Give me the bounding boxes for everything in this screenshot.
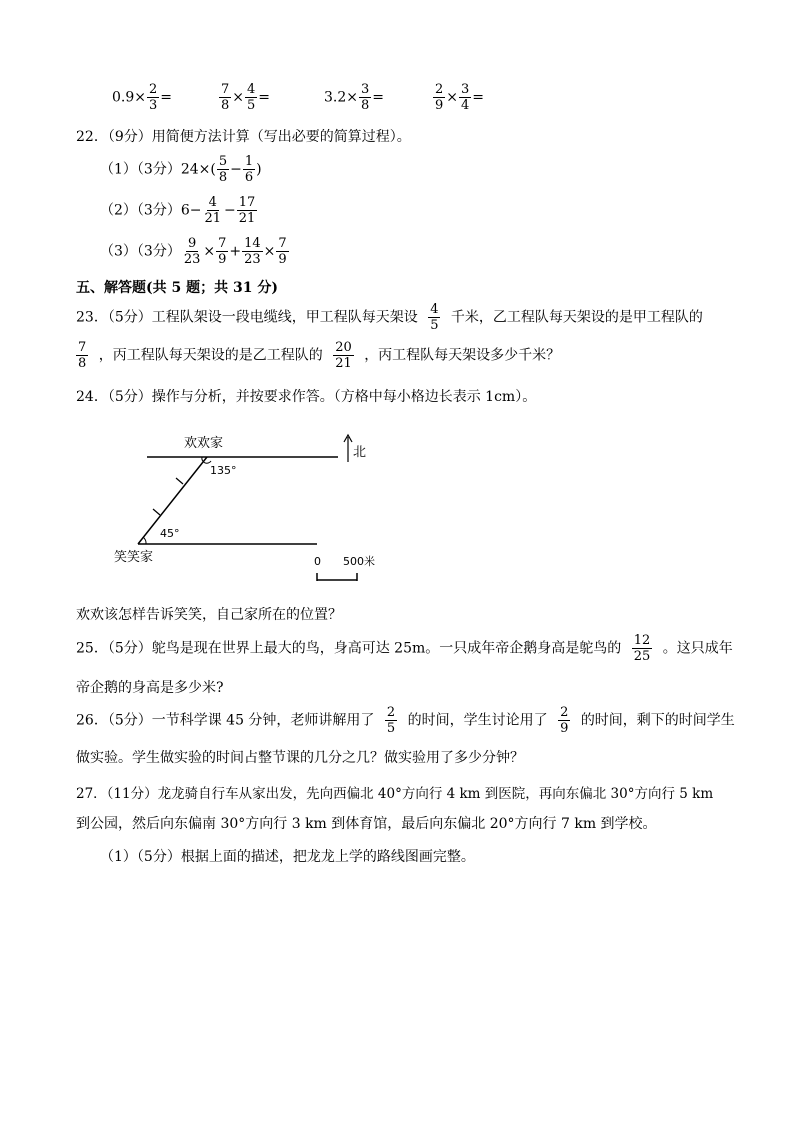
section-heading: 五、解答题(共 5 题；共 31 分) bbox=[76, 280, 278, 296]
fraction: $\frac{17}{21}$ bbox=[238, 195, 256, 226]
fraction: $\frac{7}{9}$ bbox=[278, 236, 287, 267]
fraction: $\frac{4}{5}$ bbox=[247, 82, 256, 113]
fraction: $\frac{2}{3}$ bbox=[149, 82, 158, 113]
fraction: $\frac{3}{4}$ bbox=[461, 82, 470, 113]
calc-item-1: 0.9× $\frac{2}{3}$ = bbox=[112, 82, 173, 113]
question-25-line-1: 25．（5分）鸵鸟是现在世界上最大的鸟，身高可达 25m。一只成年帝企鹅身高是鸵鸟的 $\frac{12}{25}$ 。这只成年 bbox=[76, 633, 733, 664]
question-27-line-2: 到公园，然后向东偏南 30°方向行 3 km 到体育馆，最后向东偏北 20°方向行 7 km 到学校。 bbox=[76, 816, 657, 832]
question-23-line-1: 23．（5分）工程队架设一段电缆线，甲工程队每天架设 $\frac{4}{5}$ 千米，乙工程队每天架设的是甲工程队的 bbox=[76, 302, 703, 333]
question-24-prompt: 欢欢该怎样告诉笑笑，自己家所在的位置？ bbox=[76, 607, 342, 623]
label-north: 北 bbox=[353, 445, 367, 460]
question-22-part-3: （3）（3分） $\frac{9}{23}$ × $\frac{7}{9}$ + $\frac{14}{23}$ × $\frac{7}{9}$ bbox=[100, 236, 287, 267]
tick-mark bbox=[176, 478, 183, 484]
fraction: $\frac{2}{9}$ bbox=[435, 82, 444, 113]
question-26-line-2: 做实验。学生做实验的时间占整节课的几分之几？做实验用了多少分钟？ bbox=[76, 750, 524, 766]
fraction: $\frac{20}{21}$ bbox=[335, 340, 352, 371]
calc-item-3: 3.2× $\frac{3}{8}$ = bbox=[324, 82, 385, 113]
label-huanhuan-home: 欢欢家 bbox=[184, 436, 224, 451]
fraction: $\frac{7}{8}$ bbox=[221, 82, 230, 113]
fraction: $\frac{12}{25}$ bbox=[633, 633, 651, 664]
question-27-line-1: 27．（11分）龙龙骑自行车从家出发，先向西偏北 40°方向行 4 km 到医院，再向东偏北 30°方向行 5 km bbox=[76, 786, 714, 802]
calc-item-2: $\frac{7}{8}$ × $\frac{4}{5}$ = bbox=[221, 82, 271, 113]
question-26-line-1: 26．（5分）一节科学课 45 分钟，老师讲解用了 $\frac{2}{5}$ 的时间，学生讨论用了 $\frac{2}{9}$ 的时间，剩下的时间学生 bbox=[76, 705, 735, 736]
label-xiaoxiao-home: 笑笑家 bbox=[114, 550, 154, 565]
question-22-part-2: （2）（3分）6− $\frac{4}{21}$ − $\frac{17}{21}$ bbox=[100, 195, 256, 226]
label-scale-0: 0 bbox=[314, 555, 321, 568]
fraction: $\frac{7}{9}$ bbox=[218, 236, 227, 267]
fraction: $\frac{5}{8}$ bbox=[218, 154, 228, 185]
angle-arc-45 bbox=[143, 537, 146, 544]
fraction: $\frac{14}{23}$ bbox=[244, 236, 261, 267]
calc-item-4: $\frac{2}{9}$ × $\frac{3}{4}$ = bbox=[435, 82, 485, 113]
label-angle-45: 45° bbox=[160, 527, 180, 540]
fraction: $\frac{2}{9}$ bbox=[560, 705, 569, 736]
fraction: $\frac{4}{5}$ bbox=[430, 302, 439, 333]
fraction: $\frac{7}{8}$ bbox=[78, 340, 87, 371]
direction-diagram bbox=[100, 425, 400, 585]
fraction: $\frac{9}{23}$ bbox=[183, 236, 201, 267]
question-22-heading: 22．（9分）用简便方法计算（写出必要的简算过程）。 bbox=[76, 129, 411, 145]
question-23-line-2: $\frac{7}{8}$ ，丙工程队每天架设的是乙工程队的 $\frac{20}{21}$ ，丙工程队每天架设多少千米？ bbox=[78, 340, 561, 371]
question-22-part-1: （1）（3分）24×( $\frac{5}{8}$ − $\frac{1}{6}$ ) bbox=[100, 154, 262, 185]
question-27-part-1: （1）（5分）根据上面的描述，把龙龙上学的路线图画完整。 bbox=[100, 849, 475, 865]
question-24-heading: 24．（5分）操作与分析，并按要求作答。（方格中每小格边长表示 1cm）。 bbox=[76, 389, 537, 405]
fraction: $\frac{3}{8}$ bbox=[361, 82, 370, 113]
question-25-line-2: 帝企鹅的身高是多少米? bbox=[76, 680, 224, 696]
label-angle-135: 135° bbox=[210, 464, 237, 477]
label-scale-500: 500米 bbox=[343, 555, 375, 568]
fraction: $\frac{1}{6}$ bbox=[244, 154, 254, 185]
fraction: $\frac{2}{5}$ bbox=[386, 705, 396, 736]
tick-mark bbox=[153, 509, 160, 515]
fraction: $\frac{4}{21}$ bbox=[204, 195, 222, 226]
